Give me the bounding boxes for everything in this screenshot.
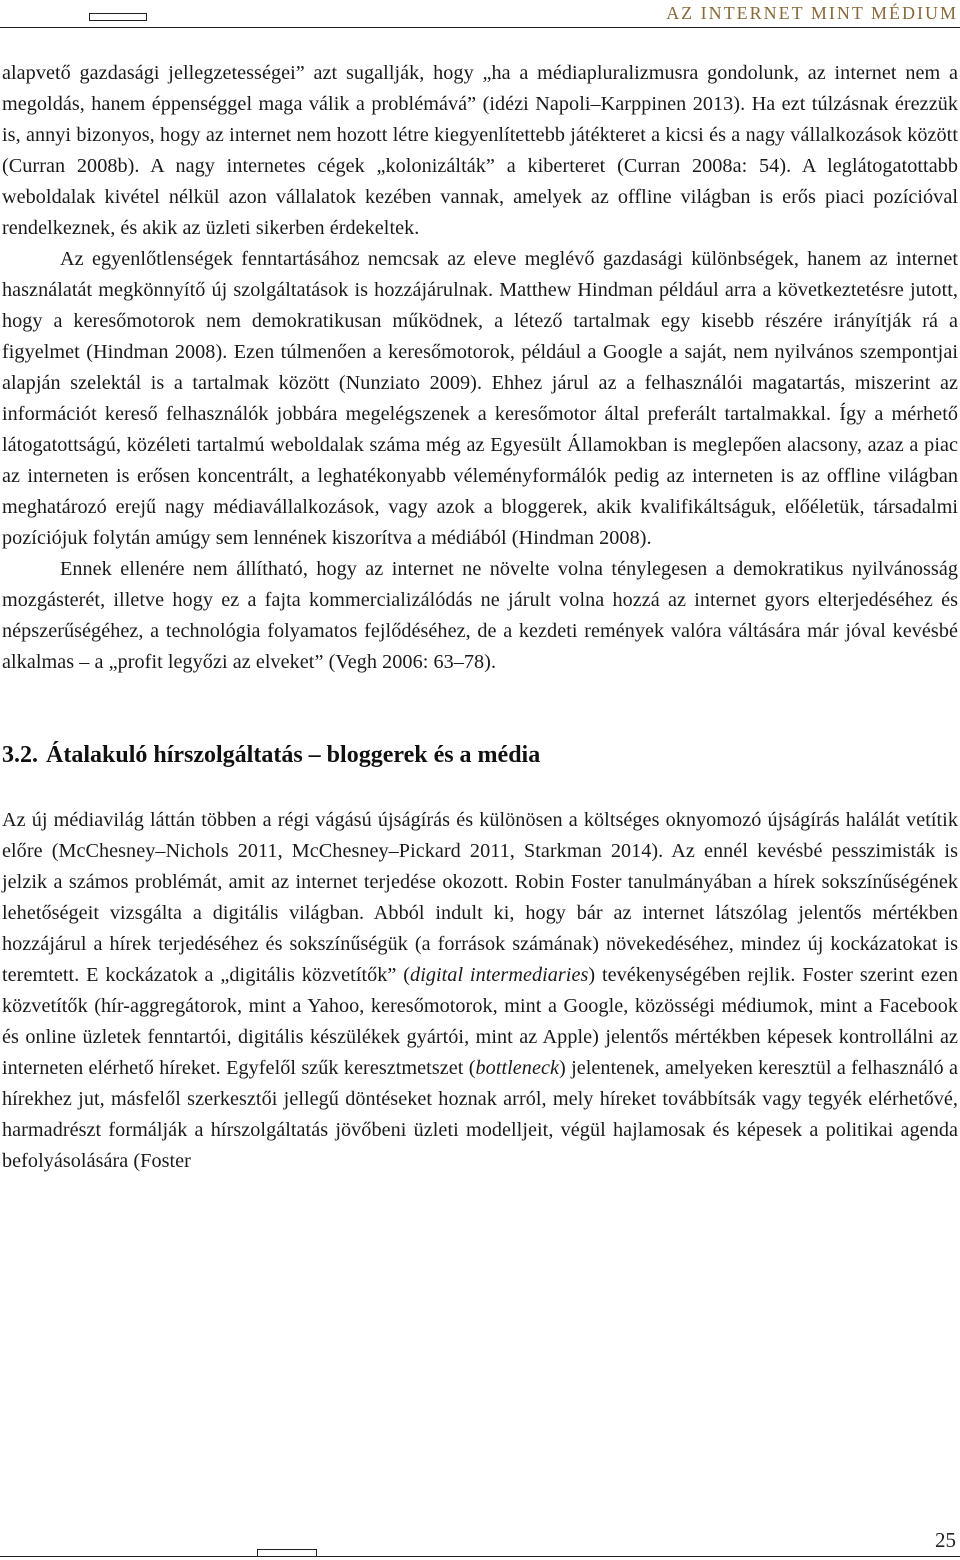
section-paragraph-part1: Az új médiavilág láttán többen a régi vágású újságírás és különösen a költséges oknyomozó újságírás halálát vetítik előre (McChesney–Nichols 2011, McChesney–Pickard 2011, Starkman 2014). Az ennél kevésbé pesszimisták is jelzik a számos problémát, amit az internet terjedése okozott. Robin Foster tanulmányában a hírek sokszínűségének lehetőségeit vizsgálta a digitális világban. Abból indult ki, hogy bár az internet látszólag jelentős mértékben hozzájárul a hírek terjedéséhez és sokszínűségük (a források számának) növekedéséhez, mindez új kockázatokat is teremtett. E kockázatok a „digitális közvetítők” ( [2, 809, 958, 986]
header-ornament-box [89, 13, 147, 21]
paragraph-2: Az egyenlőtlenségek fenntartásához nemcsak az eleve meglévő gazdasági különbségek, hanem az internet használatát megkönnyítő új szolgáltatások is hozzájárulnak. Matthew Hindman például arra a következtetésre jutott, hogy a keresőmotorok nem demokratikusan működnek, a létező tartalmak egy kisebb részére irányítják rá a figyelmet (Hindman 2008). Ezen túlmenően a keresőmotorok, például a Google a saját, nem nyilvános szempontjai alapján szelektál is a tartalmak között (Nunziato 2009). Ehhez járul az a felhasználói magatartás, miszerint az információt kereső felhasználók jobbára megelégszenek a keresőmotor által preferált tartalmakkal. Így a mérhető látogatottságú, közéleti tartalmú weboldalak száma még az Egyesült Államokban is meglepően alacsony, azaz a piac az interneten is erősen koncentrált, a leghatékonyabb véleményformálók pedig az interneten is az offline világban meghatározó erejű nagy médiavállalkozások, vagy azok a bloggerek, akik kvalifikáltságuk, előéletük, társadalmi pozíciójuk folytán amúgy sem lennének kiszorítva a médiából (Hindman 2008). [2, 248, 958, 549]
section-number: 3.2. [2, 742, 38, 768]
header-rule [0, 27, 960, 28]
section-paragraph-italic-digital-intermediaries: digital intermediaries [410, 964, 589, 986]
running-head: AZ INTERNET MINT MÉDIUM [666, 3, 958, 23]
footer-ornament-box [257, 1549, 317, 1557]
section-paragraph [2, 805, 958, 1177]
paragraph-1: alapvető gazdasági jellegzetességei” azt sugallják, hogy „ha a médiapluralizmusra gondolunk, az internet nem a megoldás, hanem éppenséggel maga válik a problémává” (idézi Napoli–Karppinen 2013). Ha ezt túlzásnak érezzük is, annyi bizonyos, hogy az internet nem hozott létre kiegyenlítettebb játékteret a kicsi és a nagy vállalkozások között (Curran 2008b). A nagy internetes cégek „kolonizálták” a kiberteret (Curran 2008a: 54). A leglátogatottabb weboldalak kivétel nélkül azon vállalatok kezében vannak, amelyek az offline világban is erős piaci pozícióval rendelkeznek, és akik az üzleti sikerben érdekeltek. [2, 62, 958, 239]
page-number: 25 [935, 1528, 956, 1552]
section-paragraph-part2: ) tevékenységében rejlik. Foster szerint ezen közvetítők (hír-aggregátorok, mint a Yahoo, keresőmotorok, mint a Google, közösségi médiumok, mint a Facebook és online üzletek fenntartói, digitális készülékek gyártói, mint az Apple) jelentős mértékben képesek kontrollálni az interneten elérhető híreket. Egyfelől szűk keresztmetszet ( [2, 964, 959, 1079]
footer-rule [0, 1556, 960, 1557]
section-paragraph-part3: ) jelentenek, amelyeken keresztül a felhasználó a hírekhez jut, másfelől szerkesztői jellegű döntéseket hoznak arról, mely híreket továbbítsák vagy tegyék elérhetővé, harmadrészt formálják a hírszolgáltatás jövőbeni üzleti modelljeit, végül hajlamosak és képesek a politikai agenda befolyásolására (Foster [2, 1057, 958, 1172]
page-body [2, 58, 958, 1177]
section-title: Átalakuló hírszolgáltatás – bloggerek és a média [46, 742, 541, 768]
section-paragraph-italic-bottleneck: bottleneck [475, 1057, 559, 1079]
section-heading [2, 740, 958, 770]
paragraph-3: Ennek ellenére nem állítható, hogy az internet ne növelte volna ténylegesen a demokratikus nyilvánosság mozgásterét, illetve hogy ez a fajta kommercializálódás ne járult volna hozzá az internet gyors elterjedéséhez és népszerűségéhez, a technológia folyamatos fejlődéséhez, de a kezdeti remények valóra váltására már jóval kevésbé alkalmas – a „profit legyőzi az elveket” (Vegh 2006: 63–78). [2, 558, 958, 673]
